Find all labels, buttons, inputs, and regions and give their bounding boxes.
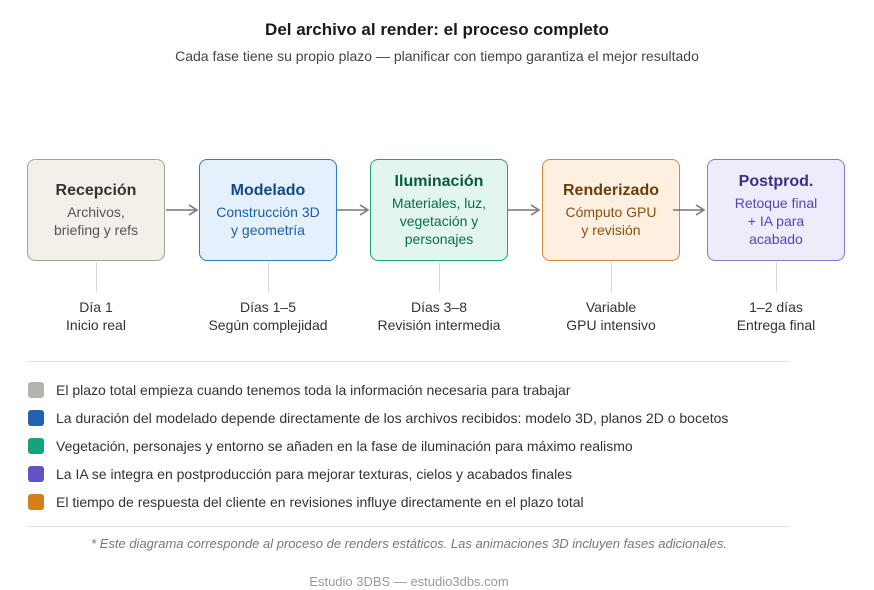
stage-description-line: Construcción 3D — [216, 204, 320, 220]
stage-duration: Día 1 — [79, 299, 113, 315]
diagram-subtitle: Cada fase tiene su propio plazo — planificar con tiempo garantiza el mejor resultado — [175, 48, 699, 64]
stage-description-line: Archivos, — [67, 204, 125, 220]
stage-title: Modelado — [230, 182, 306, 199]
stage-title: Recepción — [55, 182, 137, 199]
stage-description-line: Retoque final — [734, 195, 818, 211]
flow-arrow-icon — [672, 200, 708, 220]
stage-description — [210, 203, 326, 239]
color-swatch — [28, 410, 44, 426]
stage-duration-note: GPU intensivo — [566, 317, 656, 333]
stage-description-line: Materiales, luz, — [391, 195, 487, 211]
color-swatch — [28, 382, 44, 398]
stage-time-label — [359, 298, 519, 334]
timeline-connector — [268, 262, 269, 292]
stage-description — [729, 194, 824, 248]
timeline-connector — [776, 262, 777, 292]
section-divider — [27, 526, 790, 527]
stage-duration-note: Inicio real — [66, 317, 126, 333]
stage-description-line: vegetación y — [399, 213, 479, 229]
stage-description — [559, 203, 662, 239]
flow-arrow-icon — [507, 200, 543, 220]
flow-arrow-icon — [165, 200, 201, 220]
stage-description-line: briefing y refs — [53, 222, 139, 238]
stage-box-modelado — [199, 159, 337, 261]
stage-duration: Días 1–5 — [239, 299, 297, 315]
stage-title: Postprod. — [738, 173, 814, 190]
diagram-title: Del archivo al render: el proceso completo — [265, 20, 609, 39]
timeline-connector — [439, 262, 440, 292]
stage-description-line: personajes — [404, 231, 474, 247]
color-swatch — [28, 494, 44, 510]
stage-time-label — [188, 298, 348, 334]
stage-time-label — [16, 298, 176, 334]
legend-item — [28, 409, 728, 427]
stage-description-line: acabado — [749, 231, 803, 247]
stage-duration-note: Revisión intermedia — [377, 317, 501, 333]
legend-text: La duración del modelado depende directamente de los archivos recibidos: modelo 3D, planos 2D o bocetos — [56, 410, 729, 426]
stage-duration-note: Entrega final — [736, 317, 816, 333]
footnote: * Este diagrama corresponde al proceso de renders estáticos. Las animaciones 3D incluyen fases adicionales. — [91, 536, 727, 551]
flow-arrow-icon — [336, 200, 372, 220]
legend-item — [28, 493, 584, 511]
stage-duration-note: Según complejidad — [208, 317, 328, 333]
stage-description — [48, 203, 144, 239]
credit-line: Estudio 3DBS — estudio3dbs.com — [309, 574, 509, 589]
stage-duration: 1–2 días — [749, 299, 803, 315]
stage-description — [386, 194, 492, 248]
stage-box-postprod — [707, 159, 845, 261]
stage-description-line: Cómputo GPU — [565, 204, 657, 220]
legend-text: El plazo total empieza cuando tenemos toda la información necesaria para trabajar — [56, 382, 571, 398]
stage-title: Iluminación — [394, 173, 484, 190]
legend-text: Vegetación, personajes y entorno se añaden en la fase de iluminación para máximo realismo — [56, 438, 633, 454]
stage-time-label — [531, 298, 691, 334]
timeline-connector — [611, 262, 612, 292]
stage-duration: Variable — [585, 299, 637, 315]
legend-text: La IA se integra en postproducción para mejorar texturas, cielos y acabados finales — [56, 466, 572, 482]
timeline-connector — [96, 262, 97, 292]
stage-time-label — [696, 298, 856, 334]
legend-item — [28, 381, 570, 399]
legend-text: El tiempo de respuesta del cliente en revisiones influye directamente en el plazo total — [56, 494, 584, 510]
stage-title: Renderizado — [562, 182, 659, 199]
color-swatch — [28, 466, 44, 482]
section-divider — [27, 361, 790, 362]
stage-description-line: y revisión — [581, 222, 641, 238]
stage-box-iluminacion — [370, 159, 508, 261]
stage-description-line: y geometría — [231, 222, 305, 238]
stage-box-renderizado — [542, 159, 680, 261]
stage-description-line: + IA para — [747, 213, 805, 229]
color-swatch — [28, 438, 44, 454]
stage-duration: Días 3–8 — [410, 299, 468, 315]
legend-item — [28, 465, 572, 483]
legend-item — [28, 437, 633, 455]
stage-box-recepcion — [27, 159, 165, 261]
